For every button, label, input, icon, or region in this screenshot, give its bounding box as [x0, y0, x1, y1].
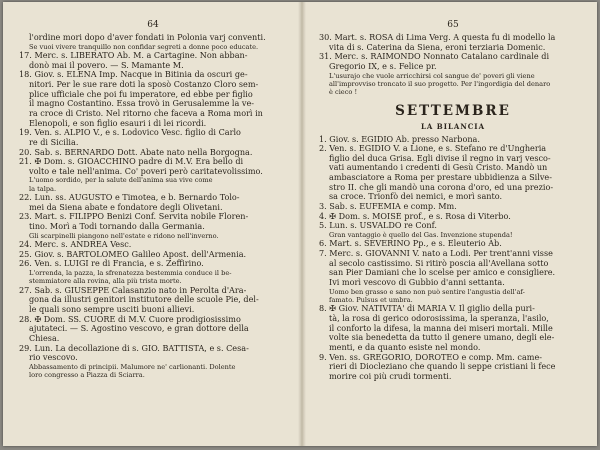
proverb-line: famato. Pulsus et umbra.	[329, 295, 413, 304]
text-line: re di Sicilia.	[29, 137, 79, 147]
proverb-line: L'uomo sordido, per la salute dell'anima sua vive come	[29, 176, 213, 185]
proverb-line: all'improvviso troncato il suo progetto. Per l'ingordigia del denaro	[329, 79, 551, 88]
entry-line: 20. Sab. s. BERNARDO Dott. Abate nato nella Borgogna.	[19, 147, 253, 157]
entry-line: 6. Mart. s. SEVERINO Pp., e s. Eleuterio Ab.	[319, 239, 502, 249]
text-line: Chiesa.	[29, 333, 60, 343]
proverb-line: Uomo ben grasso e sano non può sentire l'angustia dell'af-	[329, 287, 525, 296]
text-line: l'ordine mori dopo d'aver fondati in Polonia varj conventi.	[29, 33, 266, 42]
text-line: Elenopoli, e son figlio esauri i di lei ricordi.	[29, 118, 207, 128]
text-line: vita di s. Caterina da Siena, eroni terziaria Domenic.	[329, 42, 546, 52]
entry-line: 31. Merc. s. RAIMONDO Nonnato Catalano cardinale di	[319, 52, 550, 62]
text-line: ambasciatore a Roma per prestare ubbidienza a Silve-	[329, 173, 552, 183]
entry-line: 30. Mart. s. ROSA di Lima Verg. A questa fu di modello la	[319, 33, 556, 42]
left-page	[19, 20, 287, 438]
entry-line: 2. Ven. s. EGIDIO V. a Lione, e s. Stefano re d'Ungheria	[319, 144, 547, 154]
text-line: plice ufficiale che poi fu imperatore, ed ebbe per figlio	[29, 89, 253, 99]
book-spread	[3, 2, 597, 446]
entry-line: 5. Lun. s. USVALDO re Conf.	[319, 221, 437, 231]
entry-line: 29. Lun. La decollazione di s. GIO. BATTISTA, e s. Cesa-	[19, 343, 249, 353]
text-line: stro II. che gli mandò una corona d'oro, ed una prezio-	[329, 182, 554, 192]
text-line: rio vescovo.	[29, 353, 78, 363]
entry-line: 7. Merc. s. GIOVANNI V. nato a Lodi. Per trent'anni visse	[319, 249, 553, 259]
text-line: menti, e da quanto esiste nel mondo.	[329, 342, 481, 352]
proverb-line: loro congresso a Piazza di Sciarra.	[29, 371, 145, 380]
text-line: rieri di Diocleziano che quando li seppe cristiani li fece	[329, 362, 556, 372]
proverb-line: stemmiatore alla rovina, alla più trista morte.	[29, 277, 182, 286]
entry-line: 18. Giov. s. ELENA Imp. Nacque in Bitinia da oscuri ge-	[19, 70, 248, 80]
proverb-line: è cieco !	[329, 88, 358, 97]
month-heading: SETTEMBRE	[395, 102, 511, 119]
entry-line: 8. ✠ Giov. NATIVITA' di MARIA V. Il giglio della puri-	[319, 304, 535, 314]
text-line: Ivi morì vescovo di Gubbio d'anni settanta.	[329, 278, 505, 287]
entry-line: 22. Lun. ss. AUGUSTO e Timotea, e b. Bernardo Tolo-	[19, 193, 240, 203]
text-line: sa croce. Trionfò dei nemici, e morì santo.	[329, 192, 503, 202]
text-line: donò mai il povero. — S. Mamante M.	[29, 60, 184, 70]
text-line: gona da illustri genitori institutore delle scuole Pie, del-	[29, 295, 259, 305]
entry-line: 21. ✠ Dom. s. GIOACCHINO padre di M.V. Era bello di	[19, 157, 244, 167]
proverb-line: L'orrenda, la pazza, la sfrenatezza bestemmia conduce il be-	[29, 268, 232, 277]
entry-line: 25. Giov. s. BARTOLOMEO Galileo Apost. dell'Armenia.	[19, 249, 247, 259]
book-gutter	[298, 2, 306, 446]
text-line: mei da Siena abate e fondatore degli Olivetani.	[29, 202, 223, 212]
text-line: vati aumentando i credenti di Gesù Cristo. Mandò un	[329, 163, 548, 173]
text-line: morire coi più crudi tormenti.	[329, 371, 452, 381]
proverb-line: Gli scarpinelli piangono nell'estate e ridono nell'inverno.	[29, 231, 219, 240]
entry-line: 1. Giov. s. EGIDIO Ab. presso Narbona.	[319, 134, 480, 144]
text-line: volte sia benedetta da tutto il genere umano, degli ele-	[329, 333, 555, 343]
left-page-number: 64	[147, 20, 159, 30]
right-page	[319, 20, 587, 438]
entry-line: 9. Ven. ss. GREGORIO, DOROTEO e comp. Mm. came-	[319, 352, 542, 362]
proverb-line: Se vuoi vivere tranquillo non confidar segreti a donne poco educate.	[29, 42, 259, 51]
entry-line: 24. Merc. s. ANDREA Vesc.	[19, 240, 132, 249]
right-page-number: 65	[447, 20, 459, 30]
entry-line: 28. ✠ Dom. SS. CUORE di M.V. Cuore prodigiosissimo	[19, 314, 241, 324]
entry-line: 4. ✠ Dom. s. MOISÈ prof., e s. Rosa di Viterbo.	[319, 211, 511, 221]
proverb-line: L'usurajo che vuole arricchirsi col sangue de' poveri gli viene	[329, 71, 535, 80]
entry-line: 17. Merc. s. LIBERATO Ab. M. a Cartagine. Non abban-	[19, 50, 248, 60]
text-line: tà, la rosa di gerico odorosissima, la speranza, l'asilo,	[329, 313, 549, 323]
text-line: san Pier Damiani che lo scelse per amico e consigliere.	[329, 268, 556, 278]
text-line: Gregorio IX, e s. Felice pr.	[329, 61, 437, 71]
text-line: le quali sono sempre usciti buoni allievi.	[29, 304, 195, 314]
text-line: il conforto la difesa, la manna dei miseri mortali. Mille	[329, 323, 553, 333]
proverb-line: Abbassamento di principii. Malumore ne' carlionanti. Dolente	[29, 362, 236, 371]
text-line: tino. Morì a Todi tornando dalla Germania.	[29, 222, 205, 232]
entry-line: 3. Sab. s. EUFEMIA e comp. Mm.	[319, 202, 457, 212]
text-line: nitori. Per le sue rare doti la sposò Costanzo Cloro sem-	[29, 79, 259, 89]
text-line: il magno Costantino. Essa trovò in Gerusalemme la ve-	[29, 99, 255, 109]
entry-line: 23. Mart. s. FILIPPO Benizi Conf. Servita nobile Floren-	[19, 212, 249, 222]
entry-line: 27. Sab. s. GIUSEPPE Calasanzio nato in Perolta d'Ara-	[19, 285, 247, 295]
entry-line: 19. Ven. s. ALPIO V., e s. Lodovico Vesc. figlio di Carlo	[19, 128, 241, 138]
text-line: volto e tale nell'anima. Co' poveri però caritatevolissimo.	[29, 166, 263, 176]
text-line: ajutateci. — S. Agostino vescovo, e gran dottore della	[29, 324, 249, 334]
proverb-line: Gran vantaggio è quello del Gas. Invenzione stupenda!	[329, 231, 513, 240]
zodiac-heading: LA BILANCIA	[420, 121, 485, 131]
entry-line: 26. Ven. s. LUIGI re di Francia, e s. Zeffirino.	[19, 259, 204, 269]
text-line: figlio del duca Grisa. Egli divise il regno in varj vesco-	[329, 153, 551, 163]
text-line: ra croce di Cristo. Nel ritorno che faceva a Roma morì in	[29, 108, 263, 118]
proverb-line: la talpa.	[29, 184, 57, 193]
text-line: al secolo castissimo. Si ritirò poscia all'Avellana sotto	[329, 258, 549, 268]
